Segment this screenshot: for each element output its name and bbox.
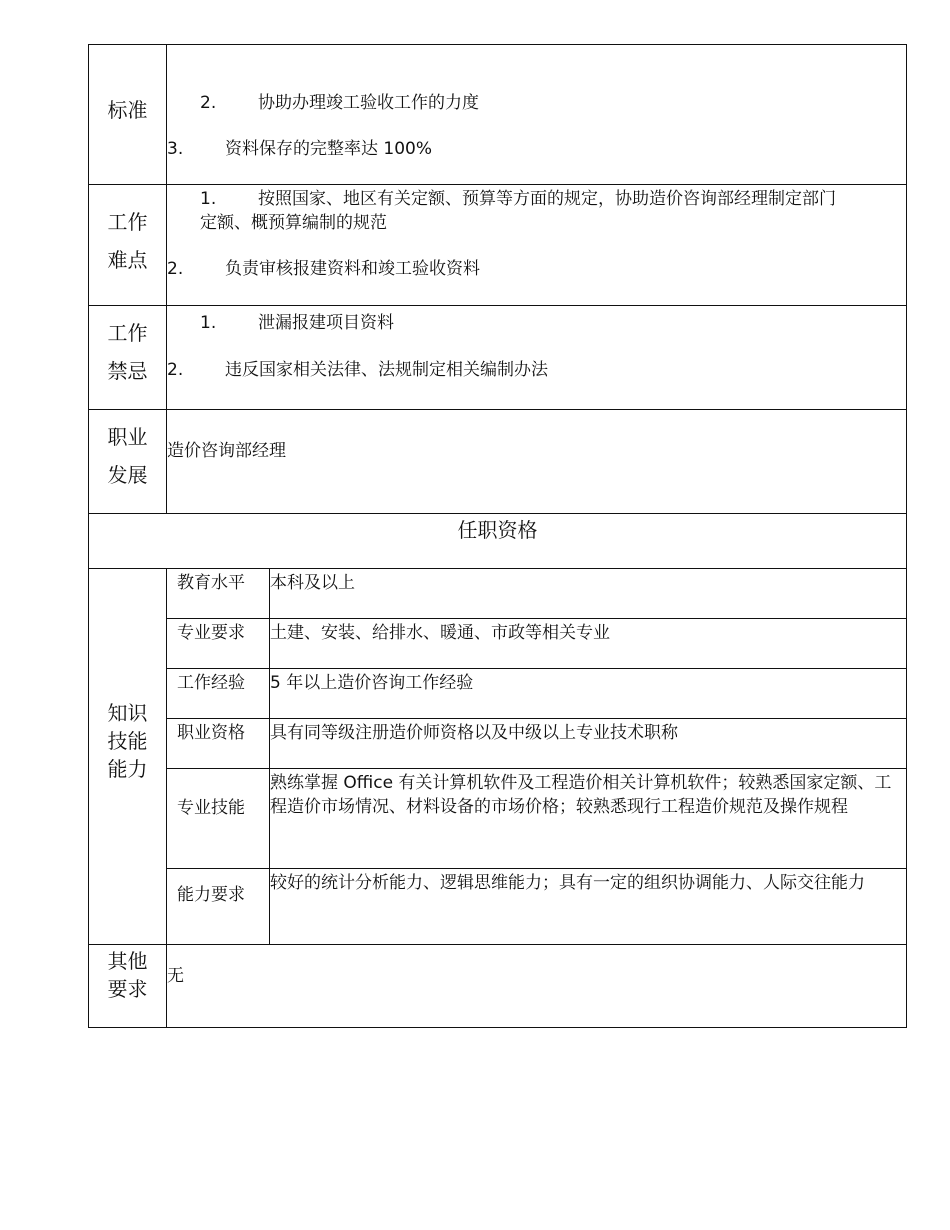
ability-row: [167, 869, 906, 945]
certification-label: 职业资格: [167, 719, 270, 768]
standard-row: [88, 44, 907, 185]
certification-value: 具有同等级注册造价师资格以及中级以上专业技术职称: [270, 723, 678, 743]
prohibition-item-2: 2. 违反国家相关法律、法规制定相关编制办法: [167, 360, 548, 380]
certification-row: [167, 719, 906, 769]
skills-label: 专业技能: [167, 769, 270, 868]
difficulty-content: [167, 185, 906, 305]
skills-row: [167, 769, 906, 869]
other-row: [88, 945, 907, 1028]
major-label: 专业要求: [167, 619, 270, 668]
education-value: 本科及以上: [270, 573, 355, 593]
knowledge-label: 知识 技能 能力: [89, 569, 167, 944]
major-row: [167, 619, 906, 669]
prohibition-row: [88, 306, 907, 410]
qualification-heading: 任职资格: [457, 518, 538, 542]
ability-label: 能力要求: [167, 869, 270, 945]
experience-row: [167, 669, 906, 719]
standard-item-3: 3. 资料保存的完整率达 100%: [167, 139, 433, 159]
knowledge-row: [88, 569, 907, 945]
difficulty-item-2: 2. 负责审核报建资料和竣工验收资料: [167, 259, 480, 279]
experience-value: 5 年以上造价咨询工作经验: [270, 673, 474, 693]
experience-label: 工作经验: [167, 669, 270, 718]
career-label: 职业 发展: [89, 410, 167, 513]
education-row: [167, 569, 906, 619]
prohibition-label: 工作 禁忌: [89, 306, 167, 409]
standard-item-2: 2. 协助办理竣工验收工作的力度: [200, 93, 479, 113]
standard-label: 标准: [89, 45, 167, 184]
career-value: 造价咨询部经理: [167, 441, 286, 461]
difficulty-row: [88, 185, 907, 306]
qualification-heading-row: [88, 514, 907, 569]
knowledge-subtable: [167, 569, 906, 944]
major-value: 土建、安装、给排水、暖通、市政等相关专业: [270, 623, 610, 643]
difficulty-label: 工作 难点: [89, 185, 167, 305]
career-content: [167, 410, 906, 513]
difficulty-item-1-cont: 定额、概预算编制的规范: [200, 213, 387, 233]
difficulty-item-1: 1. 按照国家、地区有关定额、预算等方面的规定，协助造价咨询部经理制定部门: [200, 189, 836, 209]
skills-value: 熟练掌握 Office 有关计算机软件及工程造价相关计算机软件；较熟悉国家定额、工程造价市场情况、材料设备的市场价格；较熟悉现行工程造价规范及操作规程: [270, 773, 892, 817]
other-label: 其他 要求: [89, 945, 167, 1027]
ability-value: 较好的统计分析能力、逻辑思维能力；具有一定的组织协调能力、人际交往能力: [270, 873, 865, 893]
education-label: 教育水平: [167, 569, 270, 618]
job-description-table: [88, 44, 907, 1028]
career-row: [88, 410, 907, 514]
standard-content: [167, 45, 906, 184]
prohibition-item-1: 1. 泄漏报建项目资料: [200, 313, 394, 333]
other-value: 无: [167, 966, 184, 986]
other-content: [167, 945, 906, 1027]
prohibition-content: [167, 306, 906, 409]
